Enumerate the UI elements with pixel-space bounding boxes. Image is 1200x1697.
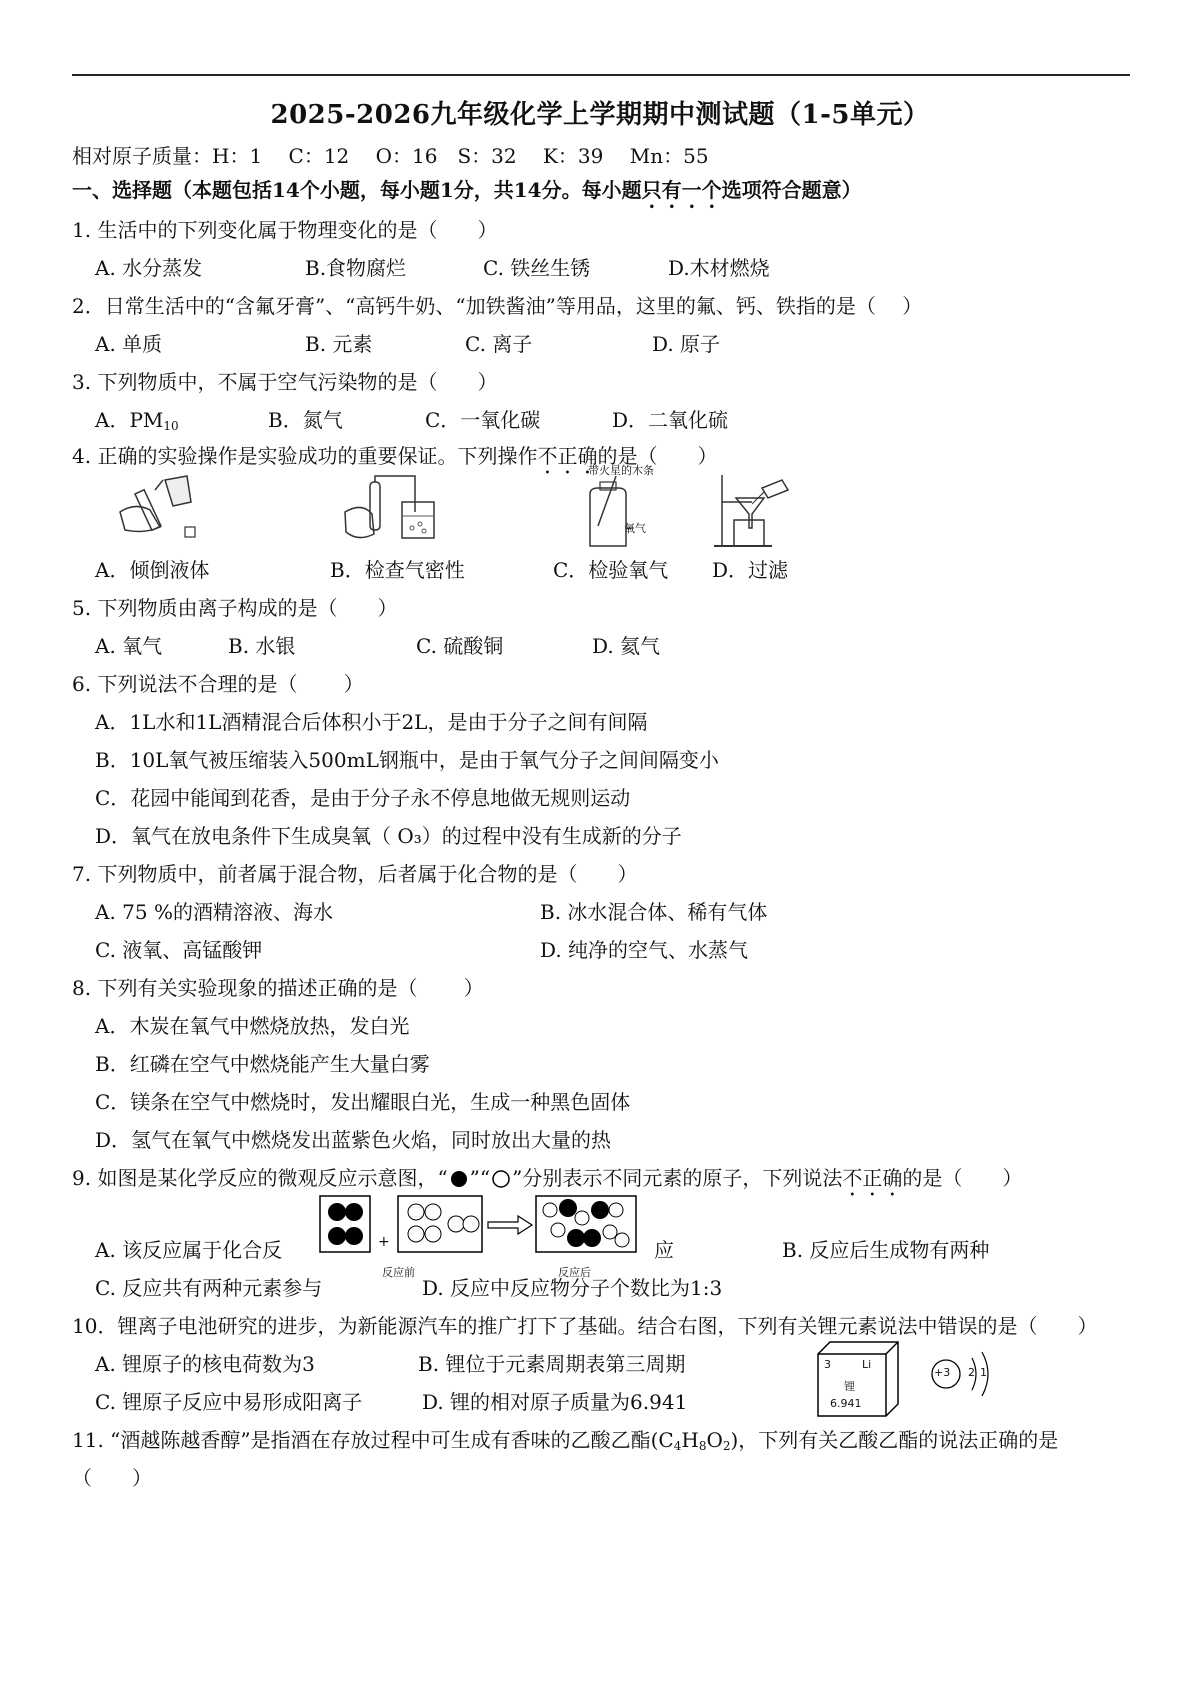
q8-option-c: C．镁条在空气中燃烧时，发出耀眼白光，生成一种黑色固体 [95, 1090, 631, 1114]
q6-option-c: C．花园中能闻到花香，是由于分子永不停息地做无规则运动 [95, 786, 631, 810]
atomic-mass-line: 相对原子质量：H：1 C：12 O：16 S：32 K：39 Mn：55 [72, 144, 709, 168]
q9-before-label: 反应前 [382, 1266, 415, 1279]
q9-after-label: 反应后 [558, 1266, 591, 1279]
q10-option-d: D. 锂的相对原子质量为6.941 [422, 1390, 688, 1414]
q9-plus-sign: + [378, 1234, 390, 1250]
element-number: 3 [824, 1358, 831, 1371]
q7-option-b: B. 冰水混合体、稀有气体 [540, 900, 768, 924]
q7-option-a: A. 75 %的酒精溶液、海水 [95, 900, 333, 924]
q5-option-d: D. 氦气 [592, 634, 661, 658]
q9-option-a-tail: 应 [654, 1238, 674, 1262]
pouring-liquid-figure [115, 472, 205, 542]
q3-pm-subscript: 10 [163, 419, 179, 433]
q9-option-d: D. 反应中反应物分子个数比为1:3 [422, 1276, 723, 1300]
q6-option-d: D．氧气在放电条件下生成臭氧（ O₃）的过程中没有生成新的分子 [95, 824, 682, 848]
q6-option-a: A．1L水和1L酒精混合后体积小于2L，是由于分子之间有间隔 [95, 710, 648, 734]
section-heading: 一、选择题（本题包括14个小题，每小题1分，共14分。每小题只有一个选项符合题意） [72, 178, 862, 202]
q4-option-b: B．检查气密性 [330, 558, 465, 582]
q1-option-a: A. 水分蒸发 [95, 256, 203, 280]
q5-option-c: C. 硫酸铜 [416, 634, 504, 658]
q8-option-d: D．氢气在氧气中燃烧发出蓝紫色火焰，同时放出大量的热 [95, 1128, 612, 1152]
q1-option-b: B.食物腐烂 [305, 256, 407, 280]
element-name: 锂 [844, 1380, 855, 1393]
q8-option-b: B．红磷在空气中燃烧能产生大量白雾 [95, 1052, 430, 1076]
q3-option-a: A．$PM_{10}$ [95, 408, 179, 433]
q6-stem: 6. 下列说法不合理的是（ ） [72, 672, 364, 696]
black-atom-icon [448, 1170, 470, 1188]
element-mass: 6.941 [830, 1397, 862, 1410]
q5-stem: 5. 下列物质由离子构成的是（ ） [72, 596, 398, 620]
q5-option-a: A. 氧气 [95, 634, 163, 658]
q4-splint-label: 带火星的木条 [588, 464, 654, 477]
q3-option-d: D．二氧化硫 [612, 408, 729, 432]
q4-option-d: D．过滤 [712, 558, 789, 582]
q10-option-a: A. 锂原子的核电荷数为3 [95, 1352, 315, 1376]
q9-option-a: A. 该反应属于化合反 [95, 1238, 283, 1262]
q2-option-a: A. 单质 [95, 332, 163, 356]
q8-option-a: A．木炭在氧气中燃烧放热，发白光 [95, 1014, 410, 1038]
q3-stem: 3. 下列物质中，不属于空气污染物的是（ ） [72, 370, 498, 394]
element-symbol: Li [862, 1358, 872, 1371]
q10-option-c: C. 锂原子反应中易形成阳离子 [95, 1390, 363, 1414]
q2-option-d: D. 原子 [652, 332, 721, 356]
q4-option-c: C．检验氧气 [553, 558, 669, 582]
q9-option-b: B. 反应后生成物有两种 [782, 1238, 990, 1262]
atom-shell-1: 2 [968, 1366, 975, 1379]
q4-oxygen-label: 氧气 [624, 522, 646, 535]
q2-stem: 2．日常生活中的“含氟牙膏”、“高钙牛奶、“加铁酱油”等用品，这里的氟、钙、铁指的是（ ） [72, 294, 923, 318]
q10-option-b: B. 锂位于元素周期表第三周期 [418, 1352, 686, 1376]
top-rule [72, 74, 1130, 76]
page-title: 2025-2026九年级化学上学期期中测试题（1-5单元） [270, 100, 930, 130]
q4-stem: 4. 正确的实验操作是实验成功的重要保证。下列操作不正确的是（ ） [72, 444, 718, 468]
q8-stem: 8. 下列有关实验现象的描述正确的是（ ） [72, 976, 484, 1000]
q1-option-c: C. 铁丝生锈 [483, 256, 591, 280]
filtration-figure [712, 470, 792, 550]
atom-nucleus-charge: +3 [934, 1366, 951, 1379]
reaction-diagram [318, 1194, 638, 1264]
q9-option-c: C. 反应共有两种元素参与 [95, 1276, 323, 1300]
q4-option-a: A．倾倒液体 [95, 558, 210, 582]
q3-option-c: C．一氧化碳 [425, 408, 541, 432]
q2-option-c: C. 离子 [465, 332, 533, 356]
q6-option-b: B．10L氧气被压缩装入500mL钢瓶中，是由于氧气分子之间间隔变小 [95, 748, 719, 772]
oxygen-test-figure [580, 476, 660, 548]
q7-stem: 7. 下列物质中，前者属于混合物，后者属于化合物的是（ ） [72, 862, 638, 886]
q2-option-b: B. 元素 [305, 332, 373, 356]
q11-stem: 11. “酒越陈越香醇”是指酒在存放过程中可生成有香味的乙酸乙酯$(C_4H_8O_2)$，下列有关乙酸乙酯的说法正确的是 [72, 1428, 1059, 1453]
q1-stem: 1. 生活中的下列变化属于物理变化的是（ ） [72, 218, 498, 242]
q10-stem: 10．锂离子电池研究的进步，为新能源汽车的推广打下了基础。结合右图，下列有关锂元素说法中错误的是（ ） [72, 1314, 1098, 1338]
q7-option-d: D. 纯净的空气、水蒸气 [540, 938, 749, 962]
q7-option-c: C. 液氧、高锰酸钾 [95, 938, 263, 962]
q1-option-d: D.木材燃烧 [668, 256, 770, 280]
q3-option-b: B．氮气 [268, 408, 343, 432]
white-atom-icon [490, 1170, 512, 1188]
atom-shell-2: 1 [980, 1366, 987, 1379]
q9-stem: 9. 如图是某化学反应的微观反应示意图，“ ”“ ”分别表示不同元素的原子，下列说法不正确的是（ ） [72, 1166, 1023, 1190]
airtightness-check-figure [340, 472, 450, 547]
q11-stem-line2: （ ） [72, 1466, 152, 1490]
q5-option-b: B. 水银 [228, 634, 296, 658]
